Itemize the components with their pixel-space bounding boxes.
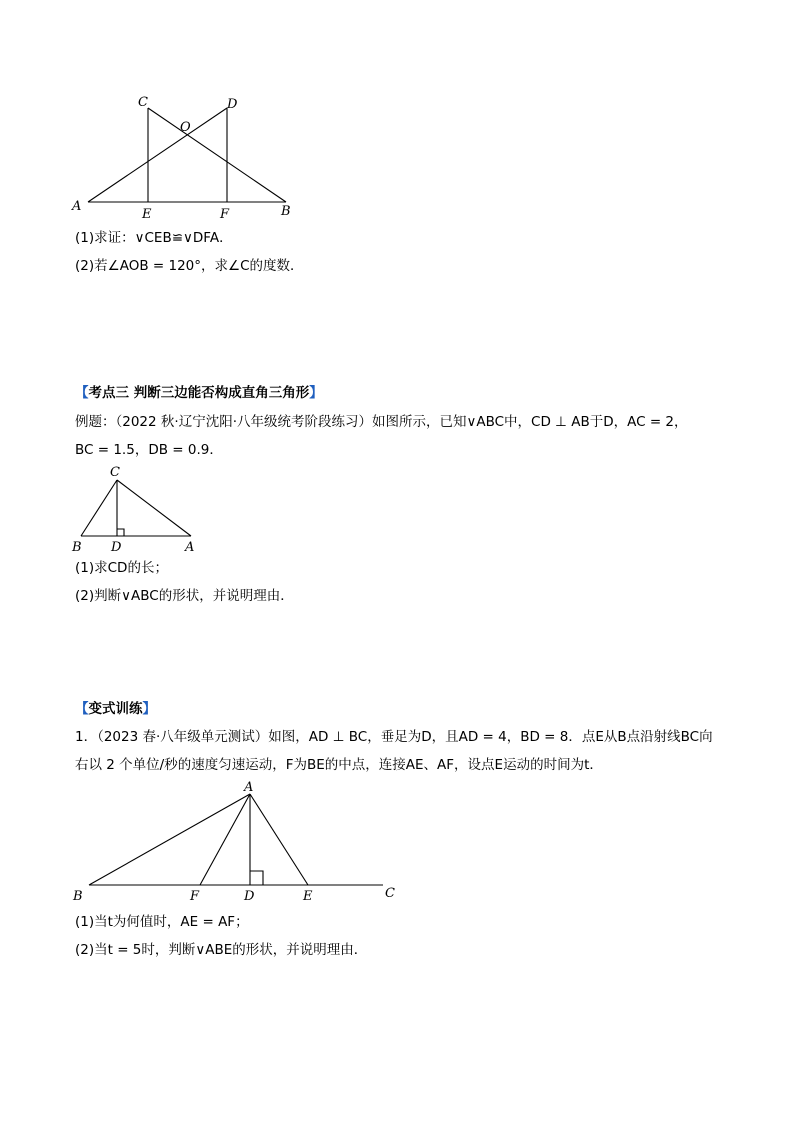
section3-heading: [75, 383, 323, 403]
label-A: A: [244, 780, 254, 795]
label-A: A: [72, 199, 82, 214]
example-question-2: (2)判断∨ABC的形状，并说明理由．: [75, 588, 294, 604]
variant-heading: [75, 699, 156, 719]
problem1-question-2: (2)若∠AOB = 120°，求∠C的度数．: [75, 258, 304, 274]
heading-title: 变式训练: [88, 701, 143, 717]
label-C: C: [138, 95, 148, 110]
label-B: B: [73, 889, 83, 904]
label-O: O: [180, 120, 191, 135]
label-F: F: [190, 889, 200, 904]
example-question-1: (1)求CD的长；: [75, 560, 168, 576]
label-A: A: [185, 540, 195, 555]
label-F: F: [220, 207, 230, 222]
label-B: B: [281, 204, 291, 219]
segment-BC: [81, 480, 117, 536]
heading-title: 考点三 判断三边能否构成直角三角形: [88, 385, 310, 401]
variant-question-2: (2)当t = 5时，判断∨ABE的形状，并说明理由．: [75, 942, 368, 958]
segment-CA: [117, 480, 191, 536]
label-D: D: [227, 97, 238, 112]
problem1-question-1: (1)求证：∨CEB≌∨DFA．: [75, 230, 233, 246]
label-E: E: [142, 207, 152, 222]
segment-AD: [88, 108, 227, 202]
right-angle-mark: [250, 871, 263, 885]
label-C: C: [110, 465, 120, 480]
label-D: D: [111, 540, 122, 555]
heading-bracket-close: 】: [309, 385, 323, 401]
heading-bracket-close: 】: [142, 701, 156, 717]
label-B: B: [72, 540, 82, 555]
figure-ray-triangle: [65, 778, 405, 906]
variant-line-2: 右以 2 个单位/秒的速度匀速运动，F为BE的中点，连接AE、AF，设点E运动的时间为t．: [75, 757, 603, 773]
segment-CB: [148, 108, 286, 202]
heading-bracket-open: 【: [75, 701, 89, 717]
figure-triangles-crossing: [60, 88, 320, 223]
figure-right-triangle: [65, 462, 210, 557]
right-angle-mark: [117, 529, 124, 536]
label-C: C: [385, 886, 395, 901]
variant-question-1: (1)当t为何值时，AE = AF；: [75, 914, 249, 930]
segment-AB: [89, 794, 250, 885]
label-E: E: [303, 889, 313, 904]
heading-bracket-open: 【: [75, 385, 89, 401]
example-line-1: 例题：（2022 秋·辽宁沈阳·八年级统考阶段练习）如图所示，已知∨ABC中，CD ⊥ AB于D，AC = 2，: [75, 414, 688, 430]
example-line-2: BC = 1.5，DB = 0.9．: [75, 442, 223, 458]
variant-line-1: 1．（2023 春·八年级单元测试）如图，AD ⊥ BC，垂足为D，且AD = 4，BD = 8．点E从B点沿射线BC向: [75, 729, 713, 745]
label-D: D: [244, 889, 255, 904]
